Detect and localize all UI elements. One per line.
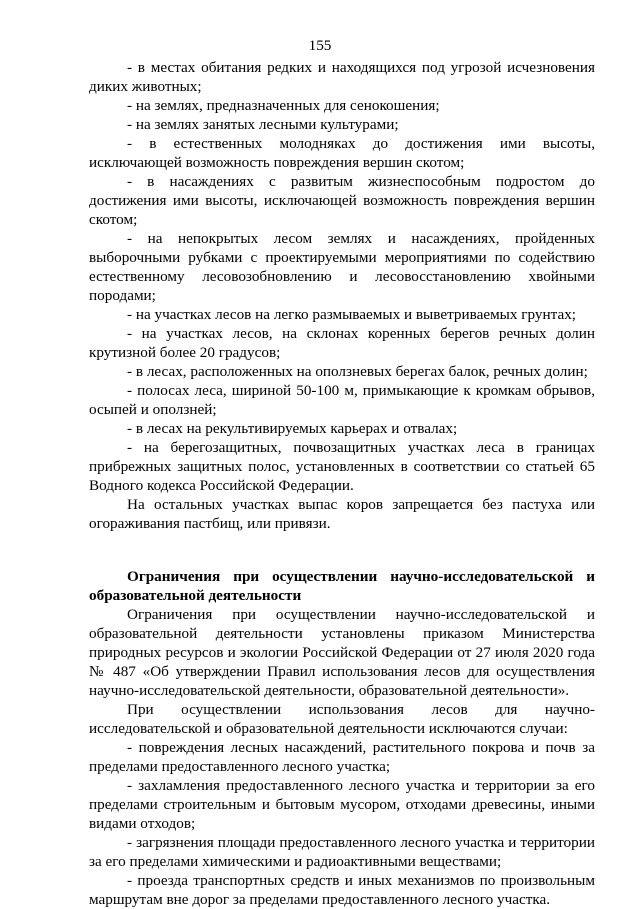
page-number: 155 — [308, 37, 332, 54]
body-paragraph: Ограничения при осуществлении научно-исследовательской и образовательной деятельности установлены приказом Министерства природных ресурсов и экологии Российской Федерации от 27 июля 2020 года № 487 «Об утверждении Правил использования лесов для осуществления научно-исследовательской деятельности, образовательной деятельности». — [89, 606, 595, 699]
list-item: - в насаждениях с развитым жизнеспособным подростом до достижения ими высоты, исключающей возможность повреждения вершин скотом; — [89, 173, 595, 228]
list-item: - повреждения лесных насаждений, растительного покрова и почв за пределами предоставленного лесного участка; — [89, 739, 595, 775]
list-item: - в лесах, расположенных на оползневых берегах балок, речных долин; — [127, 363, 588, 380]
list-item: - проезда транспортных средств и иных механизмов по произвольным маршрутам вне дорог за пределами предоставленного лесного участка. — [89, 872, 595, 908]
section-spacer — [89, 533, 595, 567]
list-item: - в лесах на рекультивируемых карьерах и отвалах; — [127, 420, 458, 437]
list-item: - полосах леса, шириной 50-100 м, примыкающие к кромкам обрывов, осыпей и оползней; — [89, 382, 595, 418]
list-item: - в местах обитания редких и находящихся под угрозой исчезновения диких животных; — [89, 59, 595, 95]
closing-paragraph: На остальных участках выпас коров запрещается без пастуха или огораживания пастбищ, или привязи. — [89, 496, 595, 532]
list-item: - на участках лесов на легко размываемых и выветриваемых грунтах; — [127, 306, 577, 323]
list-item: - на непокрытых лесом землях и насаждениях, пройденных выборочными рубками с проектируемыми мероприятиями по содействию естественному лесовозобновлению и лесовосстановлению хвойными породами; — [89, 230, 595, 304]
list-item: - в естественных молодняках до достижения ими высоты, исключающей возможность повреждения вершин скотом; — [89, 135, 595, 171]
list-item: - на участках лесов, на склонах коренных берегов речных долин крутизной более 20 градусов; — [89, 325, 595, 361]
list-item: - на землях, предназначенных для сенокошения; — [127, 97, 440, 114]
list-item: - загрязнения площади предоставленного лесного участка и территории за его пределами химическими и радиоактивными веществами; — [89, 834, 595, 870]
page-content — [89, 58, 595, 909]
body-paragraph: При осуществлении использования лесов для научно-исследовательской и образовательной деятельности исключаются случаи: — [89, 701, 595, 737]
list-item: - на берегозащитных, почвозащитных участках леса в границах прибрежных защитных полос, установленных в соответствии со статьей 65 Водного кодекса Российской Федерации. — [89, 439, 595, 494]
list-item: - на землях занятых лесными культурами; — [127, 116, 399, 133]
section-heading: Ограничения при осуществлении научно-исследовательской и образовательной деятельности — [89, 568, 595, 604]
list-item: - захламления предоставленного лесного участка и территории за его пределами строительным и бытовым мусором, отходами древесины, иными видами отходов; — [89, 777, 595, 832]
